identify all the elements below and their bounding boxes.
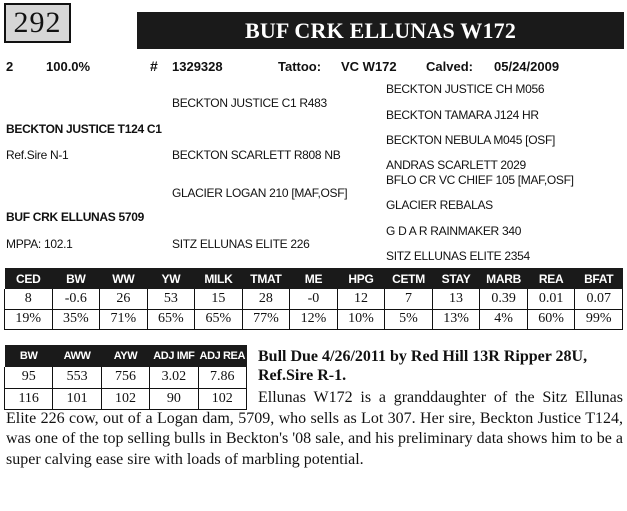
- epd-percentile: 35%: [52, 309, 100, 329]
- epd-value: 26: [100, 289, 148, 309]
- epd-percentile: 77%: [242, 309, 290, 329]
- pedigree-sss: BECKTON JUSTICE CH M056: [386, 82, 545, 96]
- pedigree-dss: BFLO CR VC CHIEF 105 [MAF,OSF]: [386, 173, 574, 187]
- calved-value: 05/24/2009: [494, 59, 560, 74]
- epd-percentile: 4%: [480, 309, 528, 329]
- pedigree-sd: BECKTON SCARLETT R808 NB: [172, 148, 341, 162]
- adj-value: 756: [101, 367, 149, 388]
- epd-value: 28: [242, 289, 290, 309]
- epd-value: 15: [195, 289, 243, 309]
- tattoo-label: Tattoo:: [278, 59, 322, 74]
- epd-header: REA: [527, 268, 575, 289]
- epd-header: HPG: [337, 268, 385, 289]
- epd-header-row: [5, 268, 623, 289]
- epd-value: -0.6: [52, 289, 100, 309]
- epd-header: YW: [147, 268, 195, 289]
- adj-header: BW: [5, 345, 53, 367]
- lot-description-text: Ellunas W172 is a granddaughter of the Sitz Ellunas Elite 226 cow, out of a Logan dam, 5709, who sells as Lot 307. Her sire, Beckton Justice T124, was one of the top selling bulls in Beckton's '08 sale, and his preliminary data shows him to be a super calving ease sire with loads of marbling potential.: [6, 389, 623, 468]
- adj-value: 95: [5, 367, 53, 388]
- tattoo-value: VC W172: [341, 59, 397, 74]
- epd-header: CED: [5, 268, 53, 289]
- registration-number: 1329328: [172, 59, 223, 74]
- calved-label: Calved:: [426, 59, 473, 74]
- pedigree-ss: BECKTON JUSTICE C1 R483: [172, 96, 327, 110]
- breeding-note: Bull Due 4/26/2011 by Red Hill 13R Ripper 28U, Ref.Sire R-1.: [258, 348, 588, 384]
- lot-number: 292: [4, 3, 71, 43]
- epd-value: 8: [5, 289, 53, 309]
- registration-label: #: [150, 58, 158, 74]
- epd-value: 0.39: [480, 289, 528, 309]
- epd-percentile: 10%: [337, 309, 385, 329]
- epd-percentile: 71%: [100, 309, 148, 329]
- info-count: 2: [6, 59, 14, 74]
- adj-header: AWW: [53, 345, 101, 367]
- epd-value: 7: [385, 289, 433, 309]
- epd-percentile: 99%: [575, 309, 623, 329]
- animal-name-banner: BUF CRK ELLUNAS W172: [137, 12, 624, 49]
- epd-header: BFAT: [575, 268, 623, 289]
- adj-value: 7.86: [198, 367, 246, 388]
- adj-ratio: 101: [53, 388, 101, 409]
- epd-value: 0.07: [575, 289, 623, 309]
- pedigree-dd: SITZ ELLUNAS ELITE 226: [172, 237, 310, 251]
- pedigree-dam-note: MPPA: 102.1: [6, 237, 73, 251]
- epd-header: STAY: [432, 268, 480, 289]
- epd-header: BW: [52, 268, 100, 289]
- epd-header: CETM: [385, 268, 433, 289]
- pedigree-ds: GLACIER LOGAN 210 [MAF,OSF]: [172, 186, 348, 200]
- epd-value: 13: [432, 289, 480, 309]
- pedigree-dds: G D A R RAINMAKER 340: [386, 224, 522, 238]
- epd-header: WW: [100, 268, 148, 289]
- adj-value: 553: [53, 367, 101, 388]
- epd-table: [4, 268, 623, 330]
- epd-percentile: 19%: [5, 309, 53, 329]
- pedigree-sds: BECKTON NEBULA M045 [OSF]: [386, 133, 556, 147]
- adj-header: AYW: [101, 345, 149, 367]
- epd-percentile: 13%: [432, 309, 480, 329]
- adj-value-row: [5, 367, 247, 388]
- epd-percentile: 65%: [195, 309, 243, 329]
- epd-header: TMAT: [242, 268, 290, 289]
- adj-value: 3.02: [150, 367, 198, 388]
- epd-header: MILK: [195, 268, 243, 289]
- epd-value: 0.01: [527, 289, 575, 309]
- info-percent: 100.0%: [46, 59, 91, 74]
- pedigree-dsd: GLACIER REBALAS: [386, 198, 493, 212]
- epd-header: ME: [290, 268, 338, 289]
- pedigree-sire-note: Ref.Sire N-1: [6, 148, 69, 162]
- adj-ratio: 116: [5, 388, 53, 409]
- lot-description: [6, 388, 623, 470]
- adj-header-row: [5, 345, 247, 367]
- epd-value: 12: [337, 289, 385, 309]
- epd-percentile: 5%: [385, 309, 433, 329]
- pedigree-sire: BECKTON JUSTICE T124 C1: [6, 122, 162, 136]
- pedigree-ddd: SITZ ELLUNAS ELITE 2354: [386, 249, 530, 263]
- adj-header: ADJ REA: [198, 345, 246, 367]
- epd-percentile-row: [5, 309, 623, 329]
- adj-ratio: 102: [198, 388, 246, 409]
- pedigree-sdd: ANDRAS SCARLETT 2029: [386, 158, 526, 172]
- epd-header: MARB: [480, 268, 528, 289]
- pedigree-dam: BUF CRK ELLUNAS 5709: [6, 210, 145, 224]
- adj-ratio: 102: [101, 388, 149, 409]
- adj-ratio: 90: [150, 388, 198, 409]
- adj-header: ADJ IMF: [150, 345, 198, 367]
- epd-percentile: 65%: [147, 309, 195, 329]
- epd-value-row: [5, 289, 623, 309]
- epd-value: -0: [290, 289, 338, 309]
- epd-percentile: 60%: [527, 309, 575, 329]
- pedigree-ssd: BECKTON TAMARA J124 HR: [386, 108, 539, 122]
- epd-value: 53: [147, 289, 195, 309]
- epd-percentile: 12%: [290, 309, 338, 329]
